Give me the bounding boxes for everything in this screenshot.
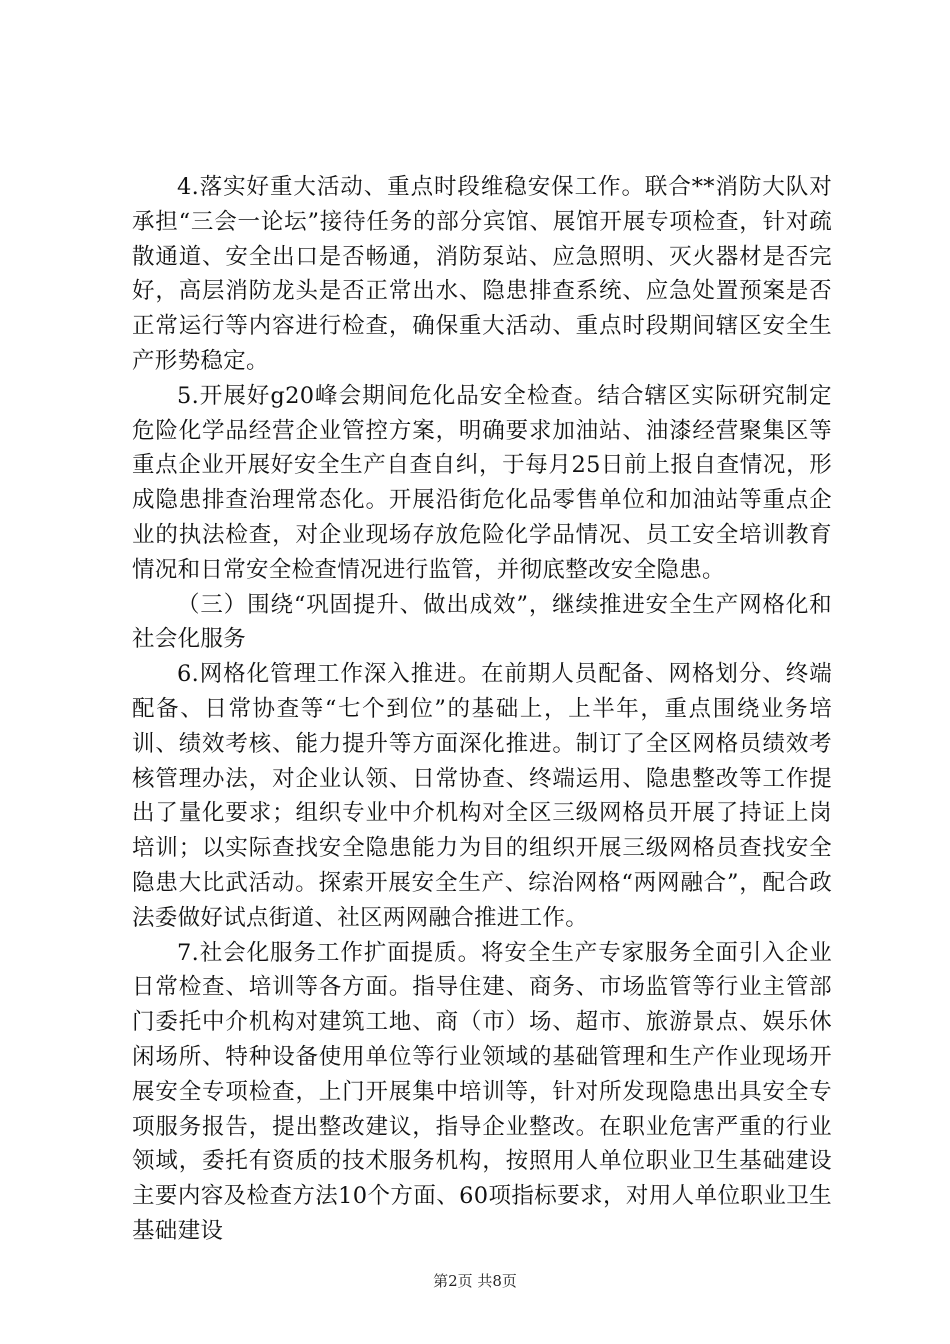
paragraph-item-5: 5.开展好g20峰会期间危化品安全检查。结合辖区实际研究制定危险化学品经营企业管控方案，明确要求加油站、油漆经营聚集区等重点企业开展好安全生产自查自纠，于每月25日前上报自查情况，形成隐患排查治理常态化。开展沿街危化品零售单位和加油站等重点企业的执法检查，对企业现场存放危险化学品情况、员工安全培训教育情况和日常安全检查情况进行监管，并彻底整改安全隐患。 <box>132 382 832 583</box>
page-number-footer: 第2页 共8页 <box>433 1272 517 1290</box>
document-body <box>132 170 832 1249</box>
paragraph-item-6: 6.网格化管理工作深入推进。在前期人员配备、网格划分、终端配备、日常协查等“七个到位”的基础上，上半年，重点围绕业务培训、绩效考核、能力提升等方面深化推进。制订了全区网格员绩效考核管理办法，对企业认领、日常协查、终端运用、隐患整改等工作提出了量化要求；组织专业中介机构对全区三级网格员开展了持证上岗培训；以实际查找安全隐患能力为目的组织开展三级网格员查找安全隐患大比武活动。探索开展安全生产、综治网格“两网融合”，配合政法委做好试点街道、社区两网融合推进工作。 <box>132 661 832 931</box>
paragraph-item-4: 4.落实好重大活动、重点时段维稳安保工作。联合**消防大队对承担“三会一论坛”接待任务的部分宾馆、展馆开展专项检查，针对疏散通道、安全出口是否畅通，消防泵站、应急照明、灭火器材是否完好，高层消防龙头是否正常出水、隐患排查系统、应急处置预案是否正常运行等内容进行检查，确保重大活动、重点时段期间辖区安全生产形势稳定。 <box>132 174 832 374</box>
paragraph-item-7: 7.社会化服务工作扩面提质。将安全生产专家服务全面引入企业日常检查、培训等各方面。指导住建、商务、市场监管等行业主管部门委托中介机构对建筑工地、商（市）场、超市、旅游景点、娱乐休闲场所、特种设备使用单位等行业领域的基础管理和生产作业现场开展安全专项检查，上门开展集中培训等，针对所发现隐患出具安全专项服务报告，提出整改建议，指导企业整改。在职业危害严重的行业领域，委托有资质的技术服务机构，按照用人单位职业卫生基础建设主要内容及检查方法10个方面、60项指标要求，对用人单位职业卫生基础建设 <box>132 939 832 1244</box>
section-heading-3: （三）围绕“巩固提升、做出成效”，继续推进安全生产网格化和社会化服务 <box>132 591 832 653</box>
